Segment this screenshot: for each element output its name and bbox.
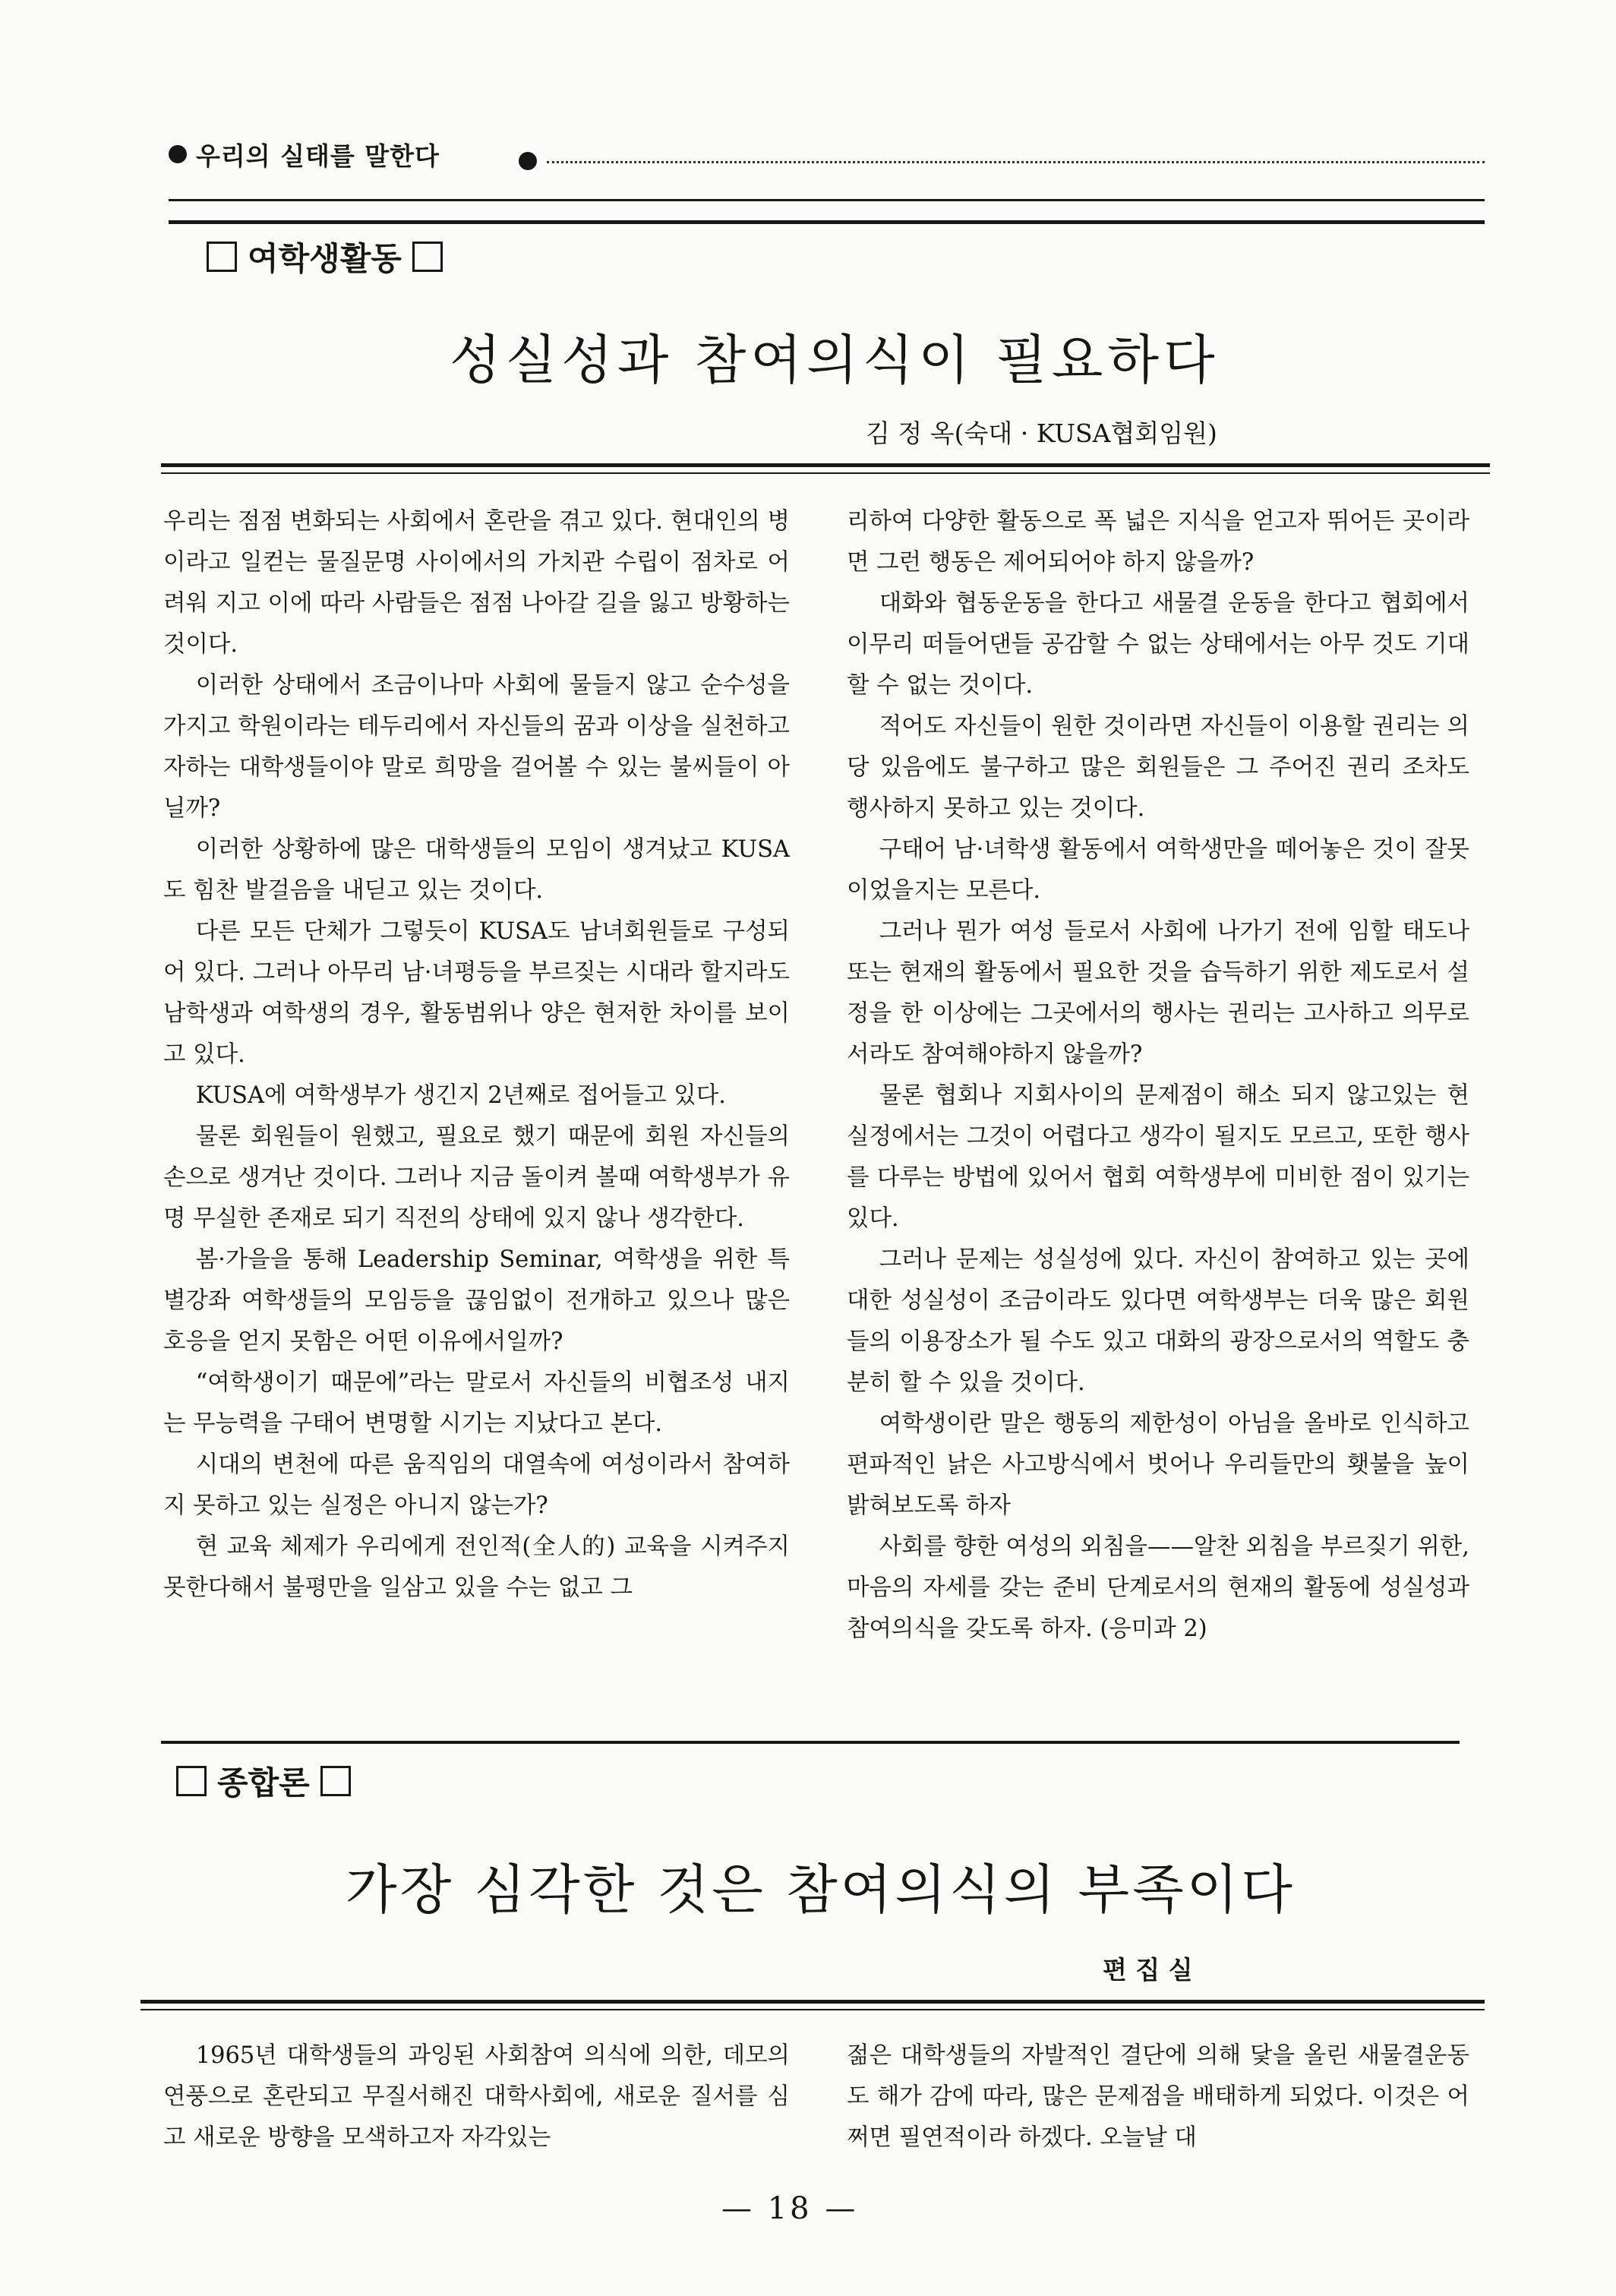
paragraph: 물론 회원들이 원했고, 필요로 했기 때문에 회원 자신들의 손으로 생겨난 것이다. 그러나 지금 돌이켜 볼때 여학생부가 유명 무실한 존재로 되기 직전의 상태에 있지 않나 생각한다. — [163, 1123, 790, 1232]
article-byline: 김 정 옥(숙대 · KUSA협회임원) — [866, 418, 1217, 448]
paragraph: 이러한 상태에서 조금이나마 사회에 물들지 않고 순수성을 가지고 학원이라는 테두리에서 자신들의 꿈과 이상을 실천하고자하는 대학생들이야 말로 희망을 걸어볼 수 있는 불씨들이 아닐까? — [163, 672, 790, 822]
paragraph: 봄·가을을 통해 Leadership Seminar, 여학생을 위한 특별강좌 여학생들의 모임등을 끊임없이 전개하고 있으나 많은 호응을 얻지 못함은 어떤 이유에서일까? — [163, 1246, 790, 1355]
section-box-icon — [412, 242, 443, 272]
series-bullet-icon — [169, 145, 187, 163]
top-rule-thick — [169, 220, 1485, 224]
byline-rule-thick — [140, 2000, 1485, 2004]
section-heading: 종합론 — [176, 1758, 351, 1804]
paragraph: 젊은 대학생들의 자발적인 결단에 의해 닻을 올린 새물결운동도 해가 감에 따라, 많은 문제점을 배태하게 되었다. 이것은 어쩌면 필연적이라 하겠다. 오늘날 대 — [847, 2042, 1469, 2151]
series-bullet-icon — [519, 152, 537, 170]
paragraph: 리하여 다양한 활동으로 폭 넓은 지식을 얻고자 뛰어든 곳이라면 그런 행동은 제어되어야 하지 않을까? — [847, 508, 1469, 576]
section-box-icon — [176, 1766, 207, 1796]
article-column-right — [847, 2035, 1469, 2159]
paragraph: 1965년 대학생들의 과잉된 사회참여 의식에 의한, 데모의 연풍으로 혼란되고 무질서해진 대학사회에, 새로운 질서를 심고 새로운 방향을 모색하고자 자각있는 — [163, 2042, 790, 2151]
paragraph: 다른 모든 단체가 그렇듯이 KUSA도 남녀회원들로 구성되어 있다. 그러나 아무리 남·녀평등을 부르짖는 시대라 할지라도 남학생과 여학생의 경우, 활동범위나 양은 현저한 차이를 보이고 있다. — [163, 918, 790, 1068]
paragraph: 대화와 협동운동을 한다고 새물결 운동을 한다고 협회에서 이무리 떠들어댄들 공감할 수 없는 상태에서는 아무 것도 기대할 수 없는 것이다. — [847, 590, 1469, 699]
section-box-icon — [320, 1766, 351, 1796]
section-rule — [161, 1741, 1460, 1744]
byline-rule-thick — [161, 463, 1490, 467]
article-byline: 편 집 실 — [1103, 1955, 1193, 1985]
section-box-icon — [207, 242, 237, 272]
byline-rule-thin — [161, 472, 1490, 474]
paragraph: 이러한 상황하에 많은 대학생들의 모임이 생겨났고 KUSA도 힘찬 발걸음을 내딛고 있는 것이다. — [163, 836, 790, 904]
paragraph: 현 교육 체제가 우리에게 전인적(全人的) 교육을 시켜주지 못한다해서 불평만을 일삼고 있을 수는 없고 그 — [163, 1533, 790, 1601]
article-column-left — [163, 2035, 790, 2159]
paragraph: 우리는 점점 변화되는 사회에서 혼란을 겪고 있다. 현대인의 병이라고 일컫는 물질문명 사이에서의 가치관 수립이 점차로 어려워 지고 이에 따라 사람들은 점점 나아갈 길을 잃고 방황하는 것이다. — [163, 508, 790, 658]
byline-rule-thin — [140, 2009, 1485, 2010]
paragraph: “여학생이기 때문에”라는 말로서 자신들의 비협조성 내지는 무능력을 구태어 변명할 시기는 지났다고 본다. — [163, 1369, 790, 1437]
paragraph: 시대의 변천에 따른 움직임의 대열속에 여성이라서 참여하지 못하고 있는 실정은 아니지 않는가? — [163, 1451, 790, 1519]
paragraph: 사회를 향한 여성의 외침을——알찬 외침을 부르짖기 위한, 마음의 자세를 갖는 준비 단계로서의 현재의 활동에 성실성과 참여의식을 갖도록 하자. (응미과 2) — [847, 1533, 1469, 1642]
paragraph: KUSA에 여학생부가 생긴지 2년째로 접어들고 있다. — [195, 1082, 726, 1109]
paragraph: 그러나 뭔가 여성 들로서 사회에 나가기 전에 임할 태도나 또는 현재의 활동에서 필요한 것을 습득하기 위한 제도로서 설정을 한 이상에는 그곳에서의 행사는 권리는 고사하고 의무로서라도 참여해야하지 않을까? — [847, 918, 1469, 1068]
article-column-right — [847, 501, 1469, 1650]
article-headline: 가장 심각한 것은 참여의식의 부족이다 — [346, 1859, 1296, 1921]
top-rule-thin — [169, 199, 1485, 201]
paragraph: 물론 협회나 지회사이의 문제점이 해소 되지 않고있는 현 실정에서는 그것이 어렵다고 생각이 될지도 모르고, 또한 행사를 다루는 방법에 있어서 협회 여학생부에 미비한 점이 있기는 있다. — [847, 1082, 1469, 1232]
paragraph: 여학생이란 말은 행동의 제한성이 아님을 올바로 인식하고 편파적인 낡은 사고방식에서 벗어나 우리들만의 횃불을 높이 밝혀보도록 하자 — [847, 1410, 1469, 1519]
article-headline: 성실성과 참여의식이 필요하다 — [450, 329, 1220, 391]
dotted-divider — [547, 161, 1485, 163]
section-heading: 여학생활동 — [207, 234, 443, 279]
paragraph: 그러나 문제는 성실성에 있다. 자신이 참여하고 있는 곳에 대한 성실성이 조금이라도 있다면 여학생부는 더욱 많은 회원들의 이용장소가 될 수도 있고 대화의 광장으로서의 역할도 충분히 할 수 있을 것이다. — [847, 1246, 1469, 1396]
article-column-left — [163, 501, 790, 1609]
page-number: — 18 — — [721, 2191, 859, 2226]
series-label: 우리의 실태를 말한다 — [196, 141, 440, 171]
paragraph: 구태어 남·녀학생 활동에서 여학생만을 떼어놓은 것이 잘못이었을지는 모른다. — [847, 836, 1469, 904]
paragraph: 적어도 자신들이 원한 것이라면 자신들이 이용할 권리는 의당 있음에도 불구하고 많은 회원들은 그 주어진 권리 조차도 행사하지 못하고 있는 것이다. — [847, 713, 1469, 822]
